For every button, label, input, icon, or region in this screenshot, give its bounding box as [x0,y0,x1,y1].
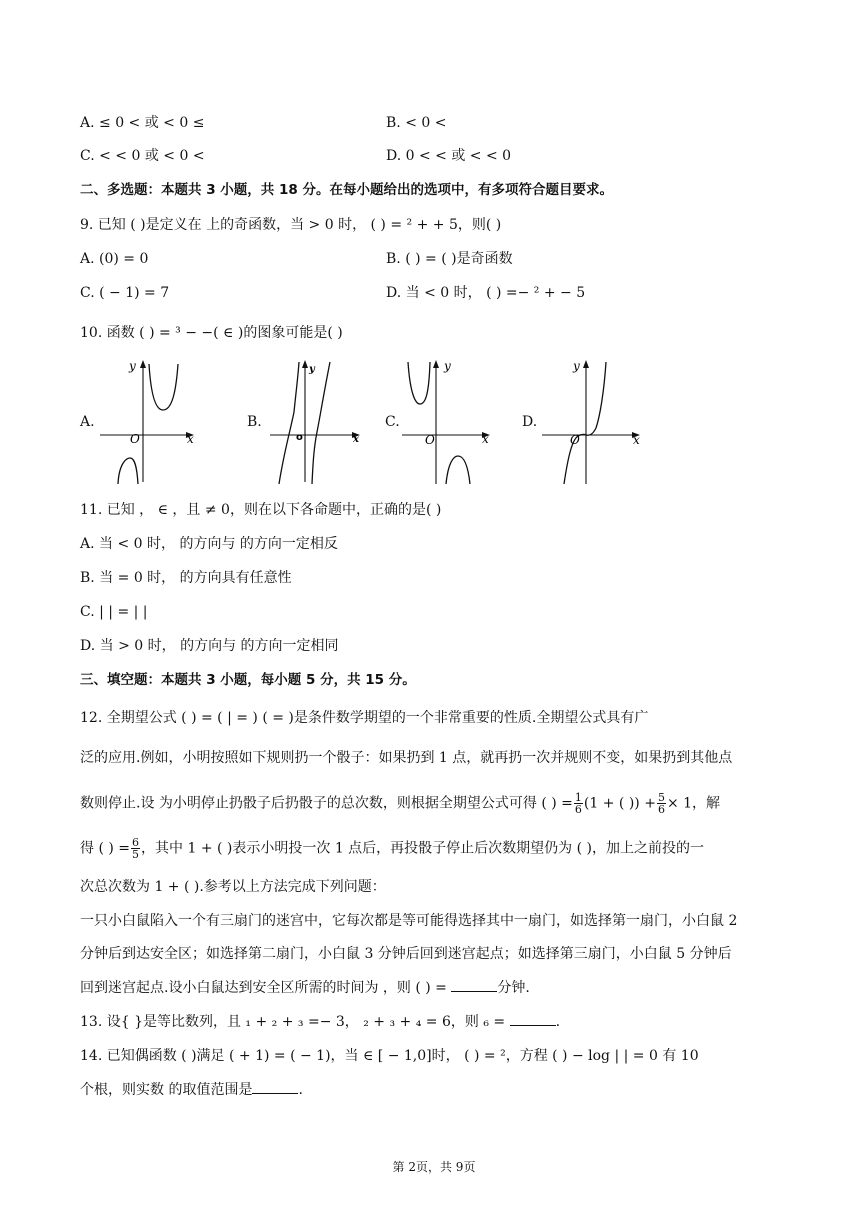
fraction-denominator: 6 [574,803,582,816]
q12-line-7: 分钟后到达安全区；如选择第二扇门，小白鼠 3 分钟后回到迷宫起点；如选择第三扇门，小白鼠 5 分钟后 [80,946,732,962]
q9-option-b: B. ( ) = ( )是奇函数 [386,251,513,267]
graph-b-y-label: y [309,364,315,375]
graph-b-x-label: x [353,434,359,445]
q12-line-3-text-a: 数则停止.设 为小明停止扔骰子后扔骰子的总次数，则根据全期望公式可得 ( ) = [80,795,573,812]
q12-line-8-text-b: 分钟. [497,980,530,996]
graph-b-y-arrow [302,360,308,368]
q11-option-a: A. 当 < 0 时， 的方向与 的方向一定相反 [80,536,338,552]
fraction-denominator: 6 [657,803,665,816]
q14-answer-blank[interactable] [252,1081,298,1094]
q12-line-4-text-a: 得 ( ) = [80,840,131,857]
graph-c-curve-right [446,456,470,484]
graph-c-label: C. [385,414,400,430]
graph-b-curve-left [279,362,299,484]
graph-d-origin: O [570,433,580,447]
graph-c-y-label: y [444,359,451,373]
graph-b-origin: o [296,432,303,443]
q8-option-b: B. < 0 < [386,115,447,131]
graph-c-x-label: x [482,432,489,446]
q12-line-3 [80,792,720,815]
graph-c-curve-left [408,362,430,404]
graph-a-x-label: x [187,432,194,446]
q14-text-end: . [298,1082,303,1098]
q13-stem [80,1013,560,1031]
graph-a-label: A. [80,414,95,430]
graph-d [538,352,650,488]
q12-line-4 [80,837,704,860]
q12-line-1: 12. 全期望公式 ( ) = ( | = ) ( = )是条件数学期望的一个非常重要的性质.全期望公式具有广 [80,710,649,726]
graph-a [96,352,206,488]
q9-option-c: C. ( − 1) = 7 [80,285,170,301]
graph-a-curve-right [149,364,178,410]
q9-option-d: D. 当 < 0 时， ( ) =− ² + − 5 [386,285,586,301]
q12-line-6: 一只小白鼠陷入一个有三扇门的迷宫中，它每次都是等可能得选择其中一扇门，如选择第一扇门，小白鼠 2 [80,913,738,929]
q13-text-end: . [555,1014,561,1030]
q11-option-d: D. 当 > 0 时， 的方向与 的方向一定相同 [80,638,339,654]
q13-text: 13. 设{ }是等比数列，且 ₁ + ₂ + ₃ =− 3， ₂ + ₃ + ₄ = 6，则 ₆ = [80,1014,506,1030]
q13-answer-blank[interactable] [510,1013,556,1026]
q8-option-a: A. ≤ 0 < 或 < 0 ≤ [80,115,205,131]
q11-option-b: B. 当 = 0 时， 的方向具有任意性 [80,570,292,586]
graph-b [262,352,372,488]
q12-line-2: 泛的应用.例如，小明按照如下规则扔一个骰子：如果扔到 1 点，就再扔一次并规则不变，如果扔到其他点 [80,750,733,766]
q11-stem: 11. 已知 ， ∈ ，且 ≠ 0，则在以下各命题中，正确的是( ) [80,502,442,518]
fraction-denominator: 5 [132,848,140,861]
section-heading-multiple-choice: 二、多选题：本题共 3 小题，共 18 分。在每小题给出的选项中，有多项符合题目要求。 [80,182,613,198]
fraction-one-sixth [574,792,583,815]
fraction-numerator: 5 [657,791,665,804]
graph-a-curve-left [118,458,138,484]
fraction-numerator: 1 [574,791,582,804]
graph-a-y-label: y [129,359,136,373]
q12-line-3-text-c: × 1，解 [666,795,721,812]
q12-line-4-text-b: ，其中 1 + ( )表示小明投一次 1 点后，再投骰子停止后次数期望仍为 ( )，加上之前投的一 [141,840,705,857]
q12-line-8-text-a: 回到迷宫起点.设小白鼠达到安全区所需的时间为 ，则 ( ) = [80,980,447,996]
graph-b-curve-right [312,362,330,484]
q12-line-8 [80,979,530,997]
graph-a-origin: O [130,432,140,446]
q12-line-3-text-b: (1 + ( )) + [583,795,656,812]
q12-answer-blank[interactable] [451,979,497,992]
graph-a-y-arrow [140,360,146,368]
graph-b-label: B. [247,414,262,430]
graph-c [398,352,508,488]
fraction-six-fifths [131,837,140,860]
q12-line-5: 次总次数为 1 + ( ).参考以上方法完成下列问题： [80,879,386,895]
graph-c-y-arrow [433,360,439,368]
q9-option-a: A. (0) = 0 [80,251,149,267]
section-heading-fill-in: 三、填空题：本题共 3 小题，每小题 5 分，共 15 分。 [80,672,416,688]
page-footer: 第 2页，共 9页 [392,1160,476,1174]
q14-line-2 [80,1081,303,1099]
graph-c-origin: O [425,433,435,447]
fraction-five-sixths [657,792,666,815]
graph-d-x-label: x [633,433,640,447]
graph-d-curve [564,362,606,484]
graph-d-y-arrow [583,360,589,368]
q11-option-c: C. | | = | | [80,604,148,620]
q14-text: 个根，则实数 的取值范围是 [80,1082,253,1098]
q8-option-d: D. 0 < < 或 < < 0 [386,148,512,164]
q14-line-1: 14. 已知偶函数 ( )满足 ( + 1) = ( − 1)，当 ∈ [ − 1,0]时， ( ) = ²，方程 ( ) − log | | = 0 有 10 [80,1048,699,1064]
graph-d-label: D. [522,414,538,430]
q9-stem: 9. 已知 ( )是定义在 上的奇函数，当 > 0 时， ( ) = ² + + 5，则( ) [80,217,502,233]
q10-stem: 10. 函数 ( ) = ³ − −( ∈ )的图象可能是( ) [80,325,343,341]
q8-option-c: C. < < 0 或 < 0 < [80,148,205,164]
graph-d-y-label: y [573,359,580,373]
fraction-numerator: 6 [132,836,140,849]
